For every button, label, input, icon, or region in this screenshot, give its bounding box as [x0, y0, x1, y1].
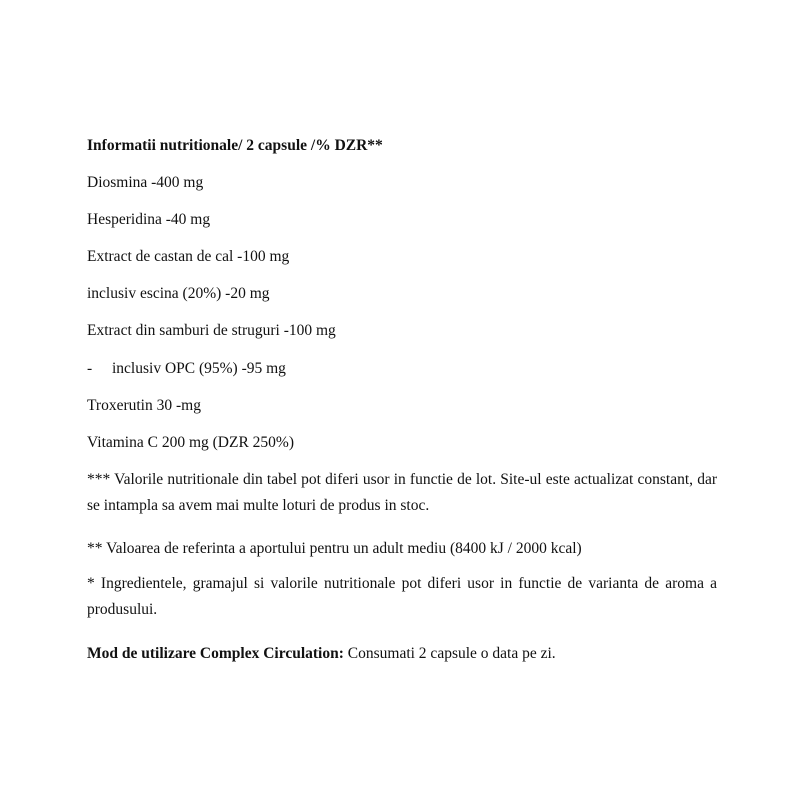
item-vitamina-c: Vitamina C 200 mg (DZR 250%): [87, 434, 295, 451]
item-escina: inclusiv escina (20%) -20 mg: [87, 285, 270, 302]
usage-label: Mod de utilizare Complex Circulation:: [87, 645, 344, 662]
note-triple-star: *** Valorile nutritionale din tabel pot diferi usor in functie de lot. Site-ul este actualizat constant, dar se intampla sa avem mai multe loturi de produs in stoc.: [87, 471, 717, 514]
note-double-star: ** Valoarea de referinta a aportului pentru un adult mediu (8400 kJ / 2000 kcal): [87, 540, 582, 557]
item-castan-extract: Extract de castan de cal -100 mg: [87, 248, 290, 265]
item-opc: [87, 360, 286, 378]
item-troxerutin: Troxerutin 30 -mg: [87, 397, 201, 414]
nutrition-heading: Informatii nutritionale/ 2 capsule /% DZR**: [87, 137, 383, 154]
item-opc-text: inclusiv OPC (95%) -95 mg: [112, 360, 286, 377]
item-hesperidina: Hesperidina -40 mg: [87, 211, 211, 228]
item-diosmina: Diosmina -400 mg: [87, 174, 204, 191]
usage-text: Consumati 2 capsule o data pe zi.: [343, 645, 556, 662]
item-grape-seed-extract: Extract din samburi de struguri -100 mg: [87, 322, 336, 339]
dash-bullet: -: [87, 360, 93, 377]
note-single-star: * Ingredientele, gramajul si valorile nutritionale pot diferi usor in functie de varianta de aroma a produsului.: [87, 575, 717, 618]
usage-line: [87, 645, 556, 663]
